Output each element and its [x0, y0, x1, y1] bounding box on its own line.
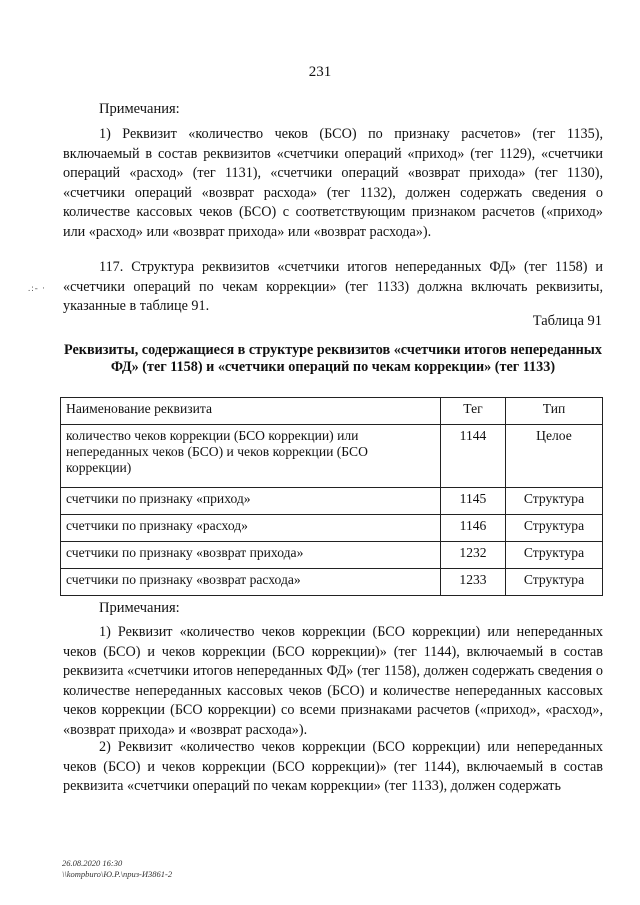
page-number: 231 [308, 64, 332, 80]
cell-tag: 1145 [441, 488, 506, 515]
header-tag: Тег [441, 398, 506, 425]
table-row [61, 425, 603, 488]
notes-heading: Примечания: [99, 101, 180, 117]
footer-stamp [62, 858, 172, 879]
cell-tag: 1233 [441, 569, 506, 596]
table-title: Реквизиты, содержащиеся в структуре реквизитов «счетчики итогов непереданных ФД» (тег 1158) и «счетчики операций по чекам коррекции» (тег 1133) [64, 342, 602, 375]
cell-type: Структура [506, 569, 603, 596]
table-row [61, 542, 603, 569]
cell-name: счетчики по признаку «расход» [61, 515, 441, 542]
cell-name: количество чеков коррекции (БСО коррекции) или непереданных чеков (БСО) и чеков коррекции (БСО коррекции) [61, 425, 441, 488]
table-row [61, 515, 603, 542]
section-117-paragraph: 117. Структура реквизитов «счетчики итогов непереданных ФД» (тег 1158) и «счетчики операций по чекам коррекции» (тег 1133) должна включать реквизиты, указанные в таблице 91. [63, 259, 603, 315]
footer-date: 26.08.2020 16:30 [62, 858, 123, 868]
cell-type: Целое [506, 425, 603, 488]
cell-name: счетчики по признаку «возврат прихода» [61, 542, 441, 569]
cell-name: счетчики по признаку «приход» [61, 488, 441, 515]
table-header-row [61, 398, 603, 425]
cell-name: счетчики по признаку «возврат расхода» [61, 569, 441, 596]
footer-path: \\kompburo\Ю.Р.\приз-И3861-2 [62, 868, 173, 879]
notes-heading-2: Примечания: [99, 600, 180, 616]
note-paragraph-2: 2) Реквизит «количество чеков коррекции (БСО коррекции) или непереданных чеков (БСО) и чеков коррекции (БСО коррекции)» (тег 1144), включаемый в состав реквизита «счетчики операций по чекам коррекции» (тег 1133), должен содержать [63, 739, 603, 795]
table-row [61, 488, 603, 515]
table-label: Таблица 91 [532, 313, 602, 329]
cell-type: Структура [506, 488, 603, 515]
table-row [61, 569, 603, 596]
cell-type: Структура [506, 542, 603, 569]
note-paragraph-1: 1) Реквизит «количество чеков коррекции (БСО коррекции) или непереданных чеков (БСО) и чеков коррекции (БСО коррекции)» (тег 1144), включаемый в состав реквизита «счетчики итогов непереданных ФД» (тег 1158), должен содержать сведения о количестве непереданных кассовых чеков (БСО) и количестве непереданных кассовых чеков коррекции (БСО коррекции) со всеми признаками расчетов («приход», «расход», «возврат прихода» и «возврат расхода»). [63, 624, 603, 738]
cell-tag: 1232 [441, 542, 506, 569]
cell-tag: 1146 [441, 515, 506, 542]
margin-mark: .:- · [28, 283, 46, 293]
header-name: Наименование реквизита [61, 398, 441, 425]
note-paragraph: 1) Реквизит «количество чеков (БСО) по признаку расчетов» (тег 1135), включаемый в состав реквизитов «счетчики операций «приход» (тег 1129), «счетчики операций «расход» (тег 1131), «счетчики операций «возврат прихода» (тег 1130), «счетчики операций «возврат расхода» (тег 1132), должен содержать сведения о количестве кассовых чеков (БСО) с соответствующим признаком расчетов («приход» или «расход» или «возврат прихода» или «возврат расхода»). [63, 126, 603, 240]
cell-type: Структура [506, 515, 603, 542]
requisites-table [60, 397, 603, 596]
cell-tag: 1144 [441, 425, 506, 488]
header-type: Тип [506, 398, 603, 425]
